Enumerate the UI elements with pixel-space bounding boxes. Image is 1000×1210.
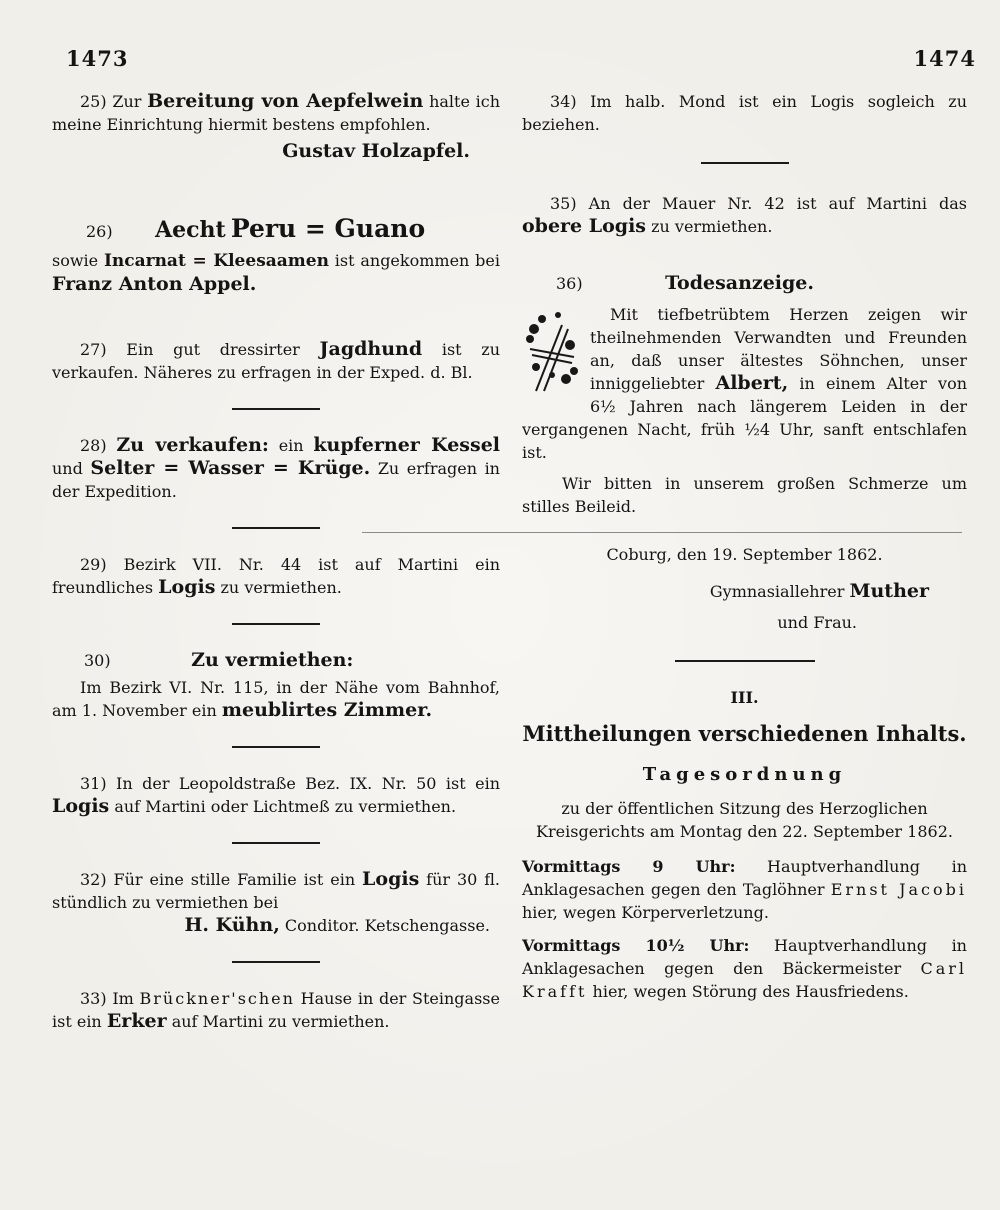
section-number: III. — [730, 688, 759, 707]
place-date: Coburg, den 19. September 1862. — [606, 545, 883, 564]
page-number-left: 1473 — [66, 46, 129, 71]
divider — [232, 623, 320, 625]
page-number-right: 1474 — [913, 46, 976, 71]
divider — [675, 660, 815, 662]
advertiser-name: H. Kühn, — [184, 914, 280, 936]
divider — [232, 842, 320, 844]
left-column — [52, 90, 500, 1033]
divider — [362, 532, 962, 533]
ad-28: 28) Zu verkaufen: ein kupferner Kessel und Selter = Wasser = Krüge. Zu erfragen in der Expedition. — [52, 434, 500, 501]
ad-number: 34) — [550, 92, 577, 111]
ad-headline: Peru = Guano — [230, 214, 426, 243]
agenda-intro: zu der öffentlichen Sitzung des Herzoglichen Kreisgerichts am Montag den 22. September 1862. — [536, 799, 953, 841]
ad-27: 27) Ein gut dressirter Jagdhund ist zu verkaufen. Näheres zu erfragen in der Exped. d. Bl. — [52, 338, 501, 382]
ad-headline: Bereitung von Aepfelwein — [147, 90, 424, 112]
deceased-name: Albert, — [715, 372, 789, 394]
divider — [701, 162, 789, 164]
ad-headline: Todesanzeige. — [665, 272, 815, 294]
ad-number: 29) — [80, 555, 107, 574]
ad-number: 27) — [80, 340, 107, 359]
ad-number: 31) — [80, 774, 107, 793]
ad-number: 25) — [80, 92, 107, 111]
agenda-item-1: Vormittags 9 Uhr: Hauptverhandlung in Anklagesachen gegen den Taglöhner Ernst Jacobi hier, wegen Körperverletzung. — [522, 857, 967, 922]
ad-number: 26) — [86, 222, 113, 241]
divider — [232, 527, 320, 529]
divider — [232, 408, 320, 410]
advertiser-name: Muther — [849, 580, 929, 602]
memorial-cross-icon — [522, 305, 582, 399]
ad-number: 32) — [80, 870, 107, 889]
ad-number: 36) — [556, 274, 583, 293]
ad-26: 26) Aecht Peru = Guano sowie Incarnat = Kleesaamen ist angekommen bei Franz Anton Appel. — [52, 214, 500, 295]
ad-36: 36) Todesanzeige. Mit tiefbetrübtem Herzen zeigen wir theilnehmenden Verwandten und Freunden an, daß unser ältestes Söhnchen, unser inniggeliebter Albert, in einem Alter von 6½ Jahren nach längerem Leiden in der vergangenen Nacht, früh ½4 Uhr, sanft entschlafen ist. Wir bitten in unserem großen Schmerze um stilles Beileid. Coburg, den 19. September 1862. Gymnasiallehrer Muther und Frau. — [522, 272, 967, 634]
divider — [232, 746, 320, 748]
agenda-title: Tagesordnung — [642, 764, 847, 785]
ad-29: 29) Bezirk VII. Nr. 44 ist auf Martini ein freundliches Logis zu vermiethen. — [52, 555, 500, 598]
ad-number: 33) — [80, 989, 107, 1008]
divider — [232, 961, 320, 963]
ad-31: 31) In der Leopoldstraße Bez. IX. Nr. 50 ist ein Logis auf Martini oder Lichtmeß zu vermiethen. — [52, 774, 500, 817]
agenda-item-2: Vormittags 10½ Uhr: Hauptverhandlung in Anklagesachen gegen den Bäckermeister Carl Krafft hier, wegen Störung des Hausfriedens. — [522, 936, 967, 1001]
ad-34: 34) Im halb. Mond ist ein Logis sogleich zu beziehen. — [522, 92, 967, 134]
ad-number: 30) — [84, 651, 111, 670]
ad-headline: Zu vermiethen: — [191, 649, 354, 671]
section-headline: Mittheilungen verschiedenen Inhalts. — [522, 721, 967, 746]
ad-30: 30) Zu vermiethen: Im Bezirk VI. Nr. 115, in der Nähe vom Bahnhof, am 1. November ein meublirtes Zimmer. — [52, 649, 500, 721]
ad-33: 33) Im Brückner'schen Hause in der Steingasse ist ein Erker auf Martini zu vermiethen. — [52, 989, 500, 1032]
ad-signature: Gustav Holzapfel. — [282, 140, 470, 162]
ad-32: 32) Für eine stille Familie ist ein Logis für 30 fl. stündlich zu vermiethen bei H. Kühn, Conditor. Ketschengasse. — [52, 868, 500, 936]
right-column — [522, 90, 967, 1003]
ad-number: 28) — [80, 436, 107, 455]
ad-number: 35) — [550, 194, 577, 213]
advertiser-name: Franz Anton Appel. — [52, 273, 257, 295]
ad-35: 35) An der Mauer Nr. 42 ist auf Martini das obere Logis zu vermiethen. — [522, 194, 968, 237]
ad-25: 25) Zur Bereitung von Aepfelwein halte ich meine Einrichtung hiermit bestens empfohlen. Gustav Holzapfel. — [52, 90, 501, 162]
